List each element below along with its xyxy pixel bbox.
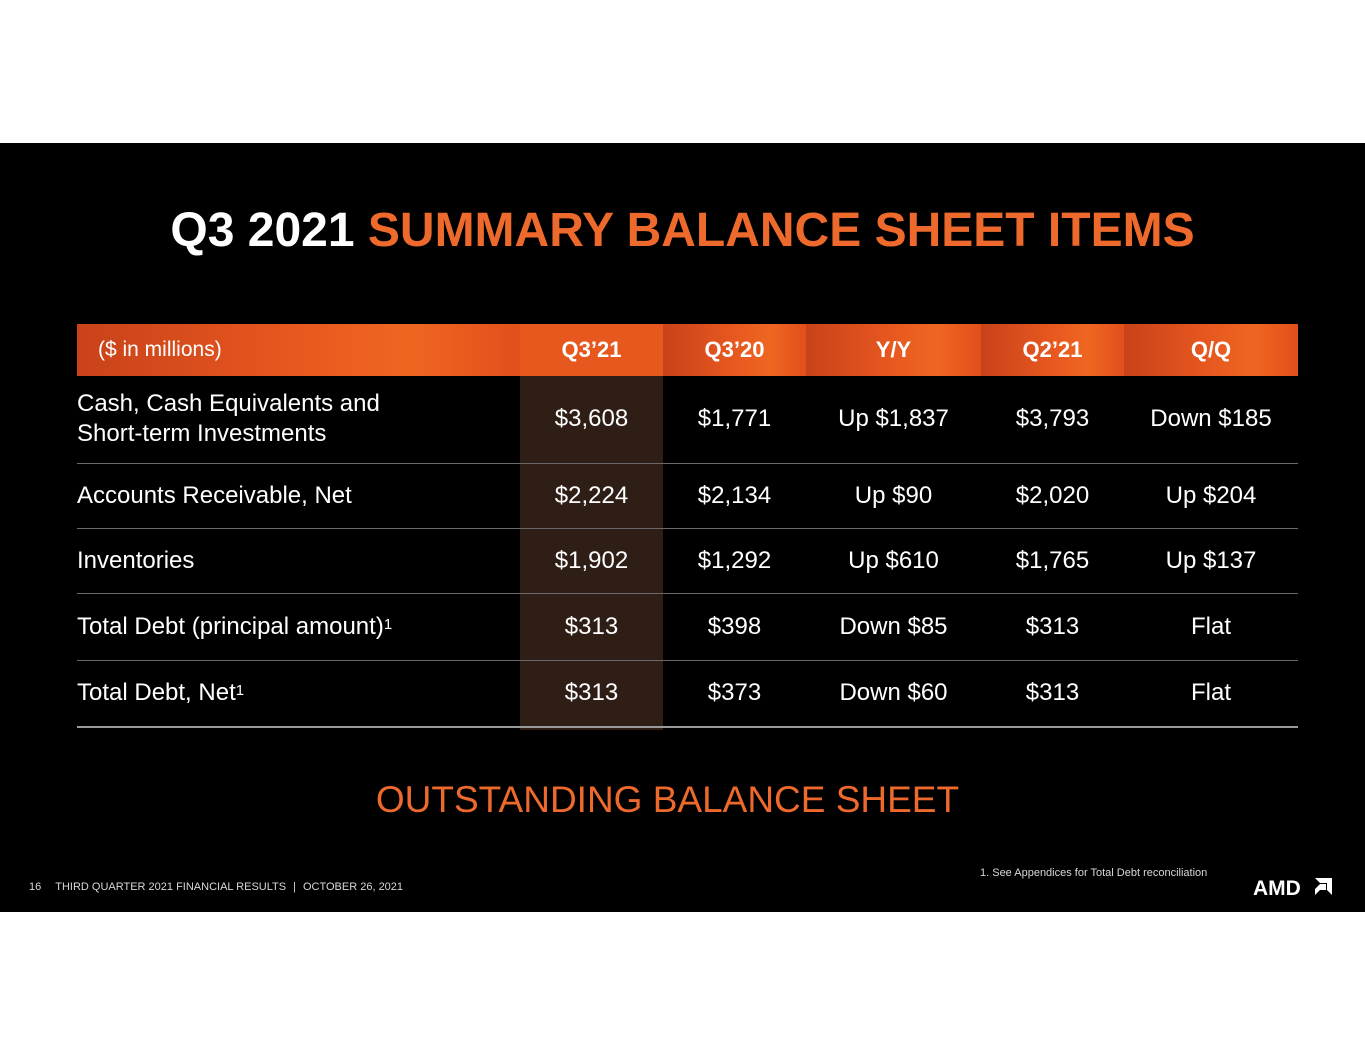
table-row [77, 463, 1298, 528]
header-qq: Q/Q [1124, 324, 1298, 376]
header-units: ($ in millions) [77, 324, 520, 376]
row-label [77, 376, 520, 463]
row-label-line1: Inventories [77, 546, 195, 574]
row-label [77, 593, 520, 660]
amd-logo-text: AMD [1253, 877, 1301, 898]
footnote-marker: 1 [235, 682, 245, 700]
cell-q2-21: $1,765 [981, 528, 1124, 593]
balance-sheet-table [77, 324, 1298, 728]
footer-separator: | [293, 881, 296, 893]
cell-yy: Up $90 [806, 463, 981, 528]
footer-text: THIRD QUARTER 2021 FINANCIAL RESULTS [55, 881, 287, 893]
amd-logo [1253, 876, 1333, 898]
slide-title [0, 201, 1365, 261]
cell-yy: Up $1,837 [806, 376, 981, 463]
cell-q2-21: $2,020 [981, 463, 1124, 528]
cell-q3-21: $313 [520, 660, 663, 727]
cell-q2-21: $313 [981, 593, 1124, 660]
cell-q3-20: $373 [663, 660, 806, 727]
cell-q3-21: $2,224 [520, 463, 663, 528]
cell-q2-21: $3,793 [981, 376, 1124, 463]
cell-qq: Up $137 [1124, 528, 1298, 593]
header-q3-20: Q3’20 [663, 324, 806, 376]
title-orange-part: SUMMARY BALANCE SHEET ITEMS [367, 204, 1195, 257]
cell-yy: Down $85 [806, 593, 981, 660]
row-label [77, 660, 520, 727]
footnote-marker: 1 [383, 615, 393, 633]
title-white-part: Q3 2021 [170, 204, 355, 257]
tagline: OUTSTANDING BALANCE SHEET [375, 779, 960, 820]
row-label [77, 528, 520, 593]
cell-q3-20: $398 [663, 593, 806, 660]
row-label-line1: Total Debt, Net [77, 679, 236, 707]
row-label-line2: Short-term Investments [77, 420, 327, 448]
cell-q3-20: $1,771 [663, 376, 806, 463]
cell-q3-21: $313 [520, 593, 663, 660]
cell-q3-21: $3,608 [520, 376, 663, 463]
table-row [77, 528, 1298, 593]
cell-q3-20: $2,134 [663, 463, 806, 528]
cell-yy: Down $60 [806, 660, 981, 727]
table-row [77, 593, 1298, 660]
table-row [77, 376, 1298, 463]
table-header-row [77, 324, 1298, 376]
row-label-line1: Total Debt (principal amount) [77, 612, 384, 640]
row-label [77, 463, 520, 528]
row-label-line1: Accounts Receivable, Net [77, 481, 352, 509]
page-number: 16 [29, 881, 42, 893]
cell-q3-21: $1,902 [520, 528, 663, 593]
cell-q2-21: $313 [981, 660, 1124, 727]
footer-date: OCTOBER 26, 2021 [302, 881, 404, 893]
cell-qq: Flat [1124, 593, 1298, 660]
footer [29, 881, 403, 893]
slide [0, 143, 1365, 912]
header-q2-21: Q2’21 [981, 324, 1124, 376]
footnote: 1. See Appendices for Total Debt reconciliation [980, 867, 1208, 879]
table-row [77, 660, 1298, 727]
amd-arrow-mark [1315, 878, 1332, 895]
cell-qq: Up $204 [1124, 463, 1298, 528]
cell-yy: Up $610 [806, 528, 981, 593]
header-yy: Y/Y [806, 324, 981, 376]
header-q3-21: Q3’21 [520, 324, 663, 376]
row-label-line1: Cash, Cash Equivalents and [77, 390, 380, 418]
cell-qq: Down $185 [1124, 376, 1298, 463]
cell-qq: Flat [1124, 660, 1298, 727]
cell-q3-20: $1,292 [663, 528, 806, 593]
